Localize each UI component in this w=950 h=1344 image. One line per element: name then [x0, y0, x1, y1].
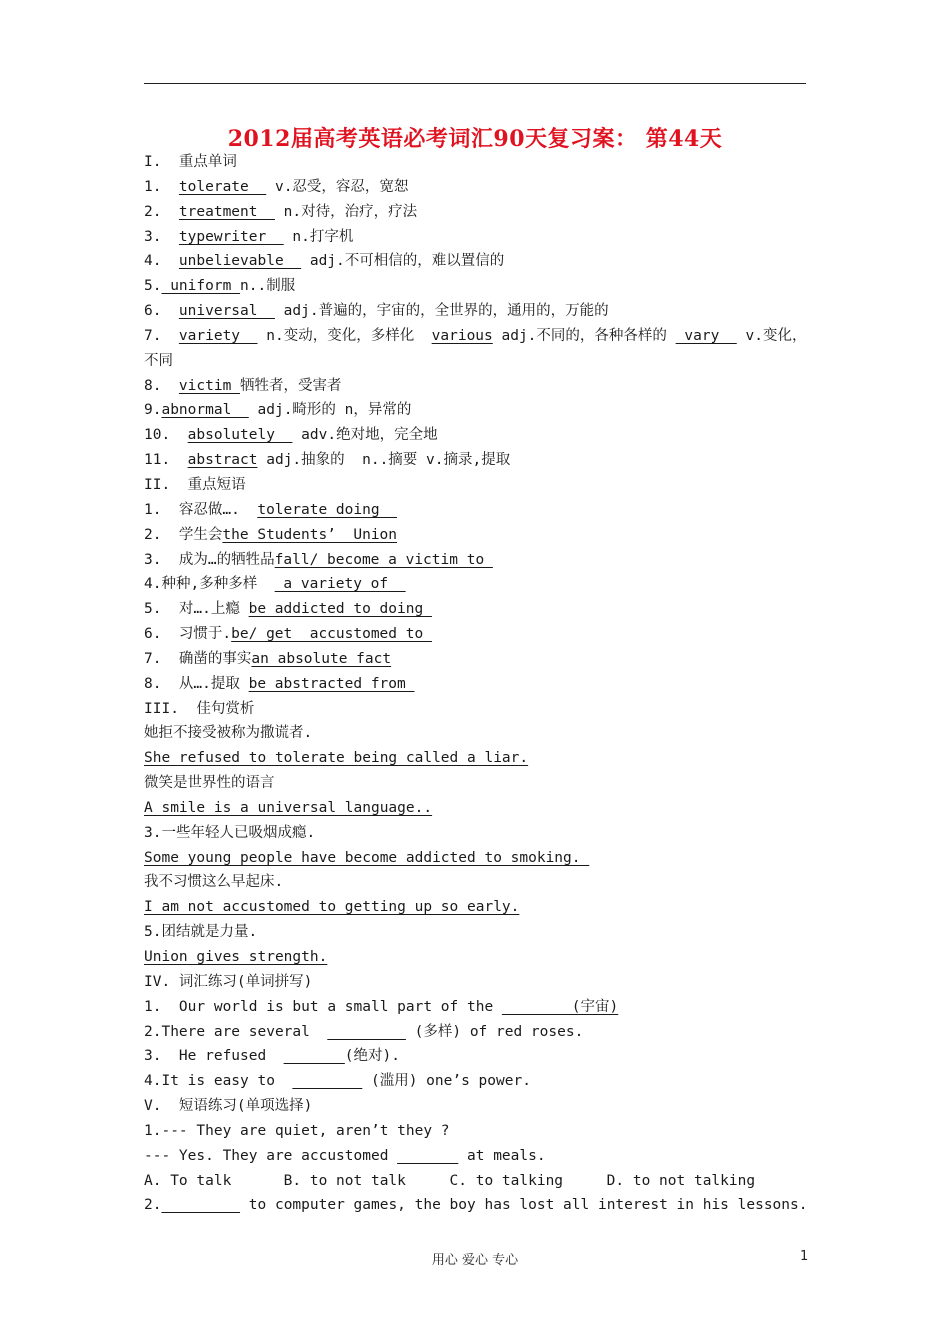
text-line: [144, 746, 808, 771]
underlined-answer: be addicted to doing: [248, 601, 432, 618]
underlined-answer: abnormal: [161, 402, 249, 419]
line-text: adj.抽象的 n..摘要 v.摘录,提取: [257, 452, 511, 469]
underlined-answer: Union gives strength.: [144, 949, 328, 965]
underlined-answer: vary: [675, 327, 737, 344]
underlined-answer: ________: [292, 1073, 363, 1090]
text-line: [144, 970, 808, 995]
text-line: [144, 1069, 808, 1094]
line-text: 微笑是世界性的语言: [144, 775, 275, 792]
text-line: [144, 175, 808, 200]
text-line: [144, 548, 808, 573]
text-line: [144, 274, 808, 299]
underlined-answer: _________: [161, 1197, 241, 1214]
text-line: [144, 895, 808, 920]
underlined-answer: an absolute fact: [251, 650, 392, 667]
line-text: (多样) of red roses.: [405, 1023, 584, 1040]
text-line: [144, 721, 808, 746]
underlined-answer: She refused to tolerate being called a liar.: [144, 750, 529, 767]
text-line: [144, 597, 808, 622]
underlined-answer: variety: [178, 327, 258, 344]
line-text: 9.: [144, 402, 162, 419]
text-line: [144, 995, 808, 1020]
underlined-answer: ________(宇宙): [501, 998, 619, 1015]
line-text: 我不习惯这么早起床.: [144, 874, 284, 891]
underlined-answer: victim: [178, 377, 241, 394]
line-text: 1.--- They are quiet, aren’t they ?: [144, 1122, 450, 1139]
line-text: 3.: [144, 228, 179, 245]
text-line: [144, 920, 808, 945]
line-text: 1. 容忍做….: [144, 501, 258, 518]
text-line: [144, 870, 808, 895]
line-text: 2.There are several: [144, 1023, 328, 1040]
line-text: 5.: [144, 278, 162, 295]
line-text: 4.种种,多种多样: [144, 576, 275, 593]
underlined-answer: absolutely: [187, 427, 293, 444]
line-text: n..制服: [240, 278, 296, 295]
underlined-answer: A smile is a universal language..: [144, 799, 433, 816]
line-text: v.忍受，容忍，宽恕: [266, 178, 409, 195]
line-text: 3. 成为…的牺牲品: [144, 551, 275, 568]
underlined-answer: _________: [327, 1023, 406, 1040]
line-text: n.对待，治疗，疗法: [274, 203, 418, 220]
line-text: 6.: [144, 303, 179, 320]
header-rule: [144, 83, 806, 84]
line-text: 4.It is easy to: [144, 1073, 293, 1090]
text-line: [144, 324, 808, 374]
text-line: [144, 672, 808, 697]
text-line: [144, 622, 808, 647]
underlined-answer: various: [431, 327, 493, 344]
text-line: [144, 473, 808, 498]
underlined-answer: uniform: [161, 278, 241, 295]
line-text: V. 短语练习(单项选择): [144, 1098, 313, 1115]
text-line: [144, 299, 808, 324]
line-text: v.变化，不同: [144, 327, 807, 369]
line-text: 6. 习惯于.: [144, 626, 232, 643]
underlined-answer: Some young people have become addicted to smoking.: [144, 849, 590, 866]
underlined-answer: _______: [283, 1048, 345, 1065]
text-line: [144, 821, 808, 846]
page-footer: 用心 爱心 专心: [431, 1253, 519, 1268]
text-line: [144, 150, 808, 175]
document-body: [144, 150, 808, 1218]
line-text: adv.绝对地，完全地: [292, 427, 438, 444]
text-line: [144, 398, 808, 423]
underlined-answer: be/ get accustomed to: [231, 626, 432, 643]
line-text: (绝对).: [344, 1048, 400, 1065]
text-line: [144, 1169, 808, 1194]
text-line: [144, 423, 808, 448]
text-line: [144, 1144, 808, 1169]
line-text: 8.: [144, 377, 179, 394]
underlined-answer: unbelievable: [178, 253, 302, 270]
line-text: (滥用) one’s power.: [362, 1073, 531, 1090]
line-text: II. 重点短语: [144, 476, 246, 493]
line-text: 11.: [144, 452, 188, 469]
line-text: 牺牲者，受害者: [240, 377, 342, 394]
text-line: [144, 647, 808, 672]
underlined-answer: typewriter: [178, 228, 284, 245]
line-text: 4.: [144, 253, 179, 270]
text-line: [144, 697, 808, 722]
text-line: [144, 448, 808, 473]
text-line: [144, 572, 808, 597]
line-text: A. To talk B. to not talk C. to talking D. to not talking: [144, 1172, 756, 1189]
line-text: 7. 确凿的事实: [144, 650, 252, 667]
text-line: [144, 846, 808, 871]
line-text: 她拒不接受被称为撒谎者.: [144, 725, 313, 742]
line-text: 5.团结就是力量.: [144, 924, 258, 941]
text-line: [144, 1044, 808, 1069]
text-line: [144, 1119, 808, 1144]
line-text: 1. Our world is but a small part of the: [144, 998, 502, 1015]
text-line: [144, 1020, 808, 1045]
line-text: 10.: [144, 427, 188, 444]
underlined-answer: the Students’ Union: [222, 526, 398, 543]
underlined-answer: fall/ become a victim to: [274, 551, 493, 568]
line-text: n.打字机: [283, 228, 354, 245]
line-text: adj.畸形的 n，异常的: [248, 402, 412, 419]
page-number: 1: [800, 1249, 809, 1264]
line-text: 7.: [144, 327, 179, 344]
line-text: at meals.: [458, 1147, 546, 1164]
line-text: 5. 对….上瘾: [144, 601, 249, 618]
line-text: 2.: [144, 1197, 162, 1214]
line-text: 3.一些年轻人已吸烟成瘾.: [144, 824, 316, 841]
text-line: [144, 945, 808, 970]
text-line: [144, 771, 808, 796]
line-text: 2.: [144, 203, 179, 220]
line-text: adj.不可相信的，难以置信的: [301, 253, 505, 270]
line-text: I. 重点单词: [144, 154, 237, 170]
line-text: adj.普遍的，宇宙的，全世界的，通用的，万能的: [274, 303, 609, 320]
line-text: n.变动，变化，多样化: [257, 327, 432, 344]
line-text: 2. 学生会: [144, 526, 223, 543]
text-line: [144, 1193, 808, 1218]
line-text: IV. 词汇练习(单词拼写): [144, 973, 313, 990]
text-line: [144, 200, 808, 225]
line-text: to computer games, the boy has lost all interest in his lessons.: [240, 1197, 808, 1214]
line-text: 8. 从….提取: [144, 675, 249, 692]
line-text: 1.: [144, 178, 179, 195]
text-line: [144, 225, 808, 250]
line-text: 3. He refused: [144, 1048, 284, 1065]
line-text: III. 佳句赏析: [144, 700, 255, 717]
text-line: [144, 498, 808, 523]
text-line: [144, 796, 808, 821]
underlined-answer: tolerate doing: [257, 501, 398, 518]
line-text: adj.不同的，各种各样的: [492, 327, 676, 344]
text-line: [144, 523, 808, 548]
underlined-answer: I am not accustomed to getting up so early.: [144, 899, 520, 916]
underlined-answer: tolerate: [178, 178, 267, 195]
page-title: 2012届高考英语必考词汇90天复习案： 第44天: [227, 126, 723, 152]
underlined-answer: _______: [397, 1147, 459, 1164]
underlined-answer: abstract: [187, 452, 258, 469]
line-text: --- Yes. They are accustomed: [144, 1147, 398, 1164]
underlined-answer: treatment: [178, 203, 275, 220]
text-line: [144, 374, 808, 399]
underlined-answer: a variety of: [274, 576, 406, 593]
text-line: [144, 249, 808, 274]
underlined-answer: universal: [178, 303, 275, 320]
text-line: [144, 1094, 808, 1119]
underlined-answer: be abstracted from: [248, 675, 415, 692]
